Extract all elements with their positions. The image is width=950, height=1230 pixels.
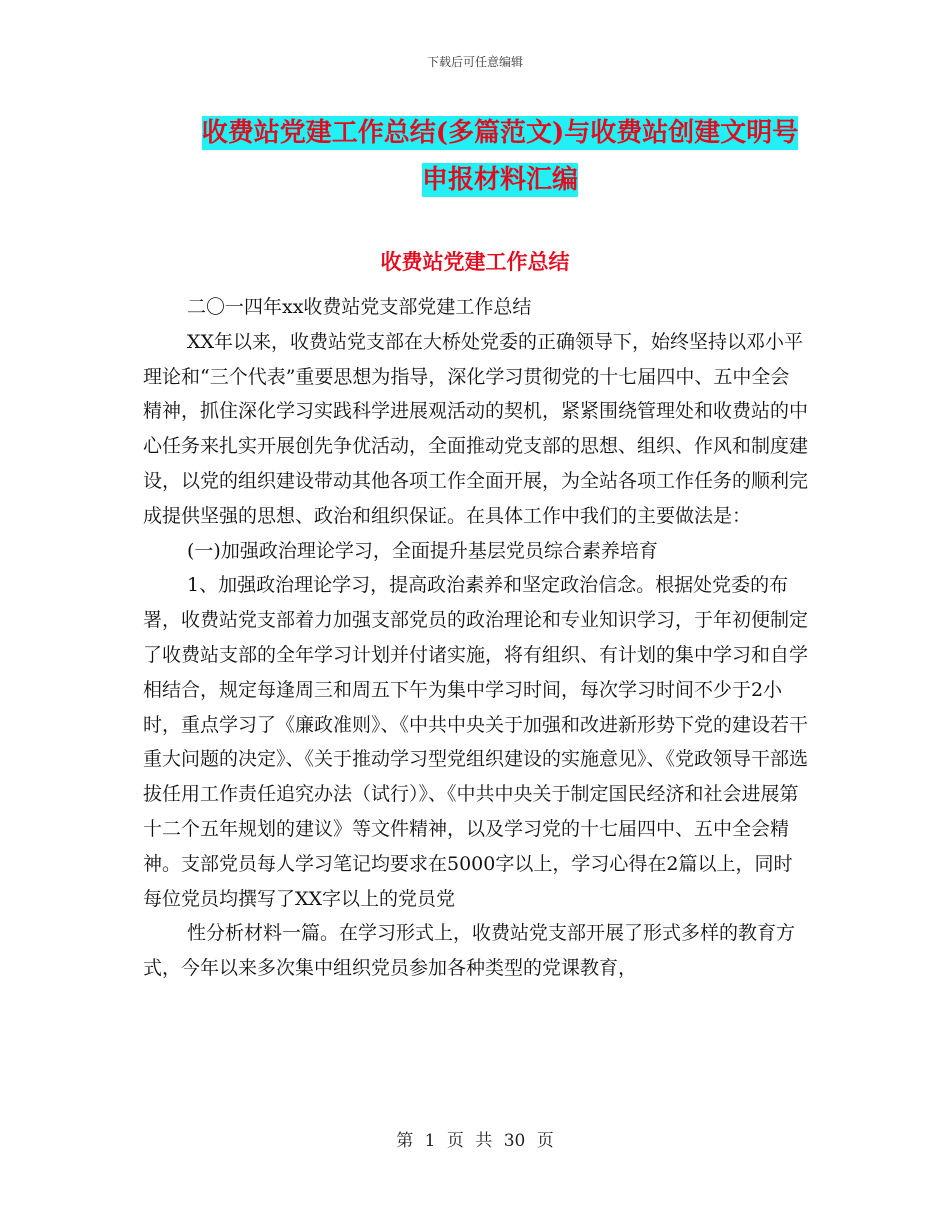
page-header: 下载后可任意编辑 <box>426 55 523 69</box>
document-title <box>130 110 870 204</box>
paragraph-heading: (一)加强政治理论学习，全面提升基层党员综合素养培育 <box>187 539 658 562</box>
page-footer: 第 1 页 共 30 页 <box>396 1131 554 1151</box>
paragraph: XX年以来，收费站党支部在大桥处党委的正确领导下，始终坚持以邓小平理论和“三个代表”重要思想为指导，深化学习贯彻党的十七届四中、五中全会精神，抓住深化学习实践科学进展观活动的契机，紧紧围绕管理处和收费站的中心任务来扎实开展创先争优活动，全面推动党支部的思想、组织、作风和制度建设，以党的组织建设带动其他各项工作全面开展，为全站各项工作任务的顺利完成提供坚强的思想、政治和组织保证。在具体工作中我们的主要做法是： <box>143 330 809 527</box>
document-title-line-2: 申报材料汇编 <box>421 165 578 195</box>
paragraph: 性分析材料一篇。在学习形式上，收费站党支部开展了形式多样的教育方式，今年以来多次集中组织党员参加各种类型的党课教育， <box>143 922 796 980</box>
paragraph: 1、加强政治理论学习，提高政治素养和坚定政治信念。根据处党委的布署，收费站党支部着力加强支部党员的政治理论和专业知识学习，于年初便制定了收费站支部的全年学习计划并付诸实施，将有组织、有计划的集中学习和自学相结合，规定每逢周三和周五下午为集中学习时间，每次学习时间不少于2小时，重点学习了《廉政准则》、《中共中央关于加强和改进新形势下党的建设若干重大问题的决定》、《关于推动学习型党组织建设的实施意见》、《党政领导干部选拔任用工作责任追究办法（试行）》、《中共中央关于制定国民经济和社会进展第十二个五年规划的建议》等文件精神，以及学习党的十七届四中、五中全会精神。支部党员每人学习笔记均要求在5000字以上，学习心得在2篇以上，同时每位党员均撰写了XX字以上的党员党 <box>143 574 809 910</box>
paragraph-subtitle: 二〇一四年xx收费站党支部党建工作总结 <box>187 296 532 318</box>
body-text <box>143 290 808 986</box>
section-title: 收费站党建工作总结 <box>380 249 570 274</box>
document-title-line-1: 收费站党建工作总结(多篇范文)与收费站创建文明号 <box>201 118 799 148</box>
